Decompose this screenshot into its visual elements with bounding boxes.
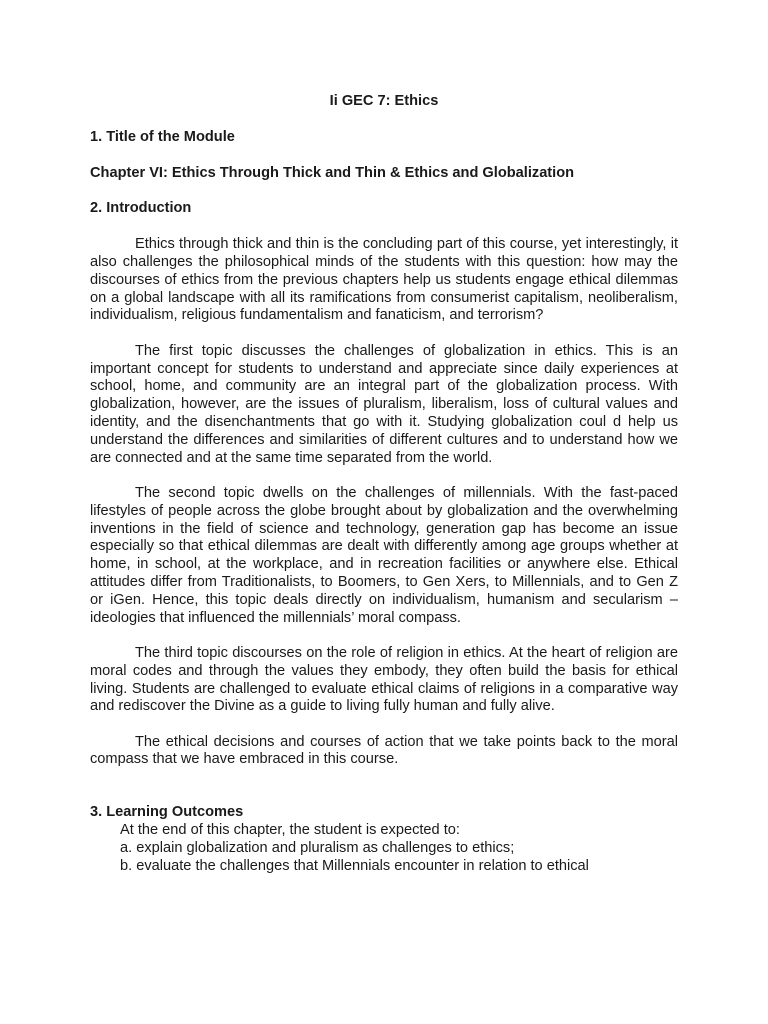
chapter-heading: Chapter VI: Ethics Through Thick and Thin & Ethics and Globalization [90,164,575,181]
closing-paragraph: The ethical decisions and courses of action that we take points back to the moral compass that we have embraced in this course. [90,733,678,768]
outcome-item-b: b. evaluate the challenges that Millennials encounter in relation to ethical [120,857,589,874]
first-topic-paragraph: The first topic discusses the challenges of globalization in ethics. This is an important concept for students to understand and appreciate since daily experiences at school, home, and community are an integral part of the globalization process. With globalization, however, are the issues of pluralism, liberalism, loss of cultural values and identity, and the disenchantments that go with it. Studying globalization coul d help us understand the differences and similarities of different cultures and to understand how we are connected and at the same time separated from the world. [90,342,678,466]
introduction-heading: 2. Introduction [90,200,192,217]
second-topic-paragraph: The second topic dwells on the challenges of millennials. With the fast-paced lifestyles of people across the globe brought about by globalization and the overwhelming inventions in the field of science and technology, generation gap has become an issue especially so that ethical dilemmas are dealt with differently among age groups whether at home, in school, at the workplace, and in recreation facilities or anywhere else. Ethical attitudes differ from Traditionalists, to Boomers, to Gen Xers, to Millennials, and to Gen Z or iGen. Hence, this topic deals directly on individualism, humanism and secularism – ideologies that influenced the millennials’ moral compass. [90,484,678,626]
intro-paragraph: Ethics through thick and thin is the concluding part of this course, yet interestingly, it also challenges the philosophical minds of the students with this question: how may the discourses of ethics from the previous chapters help us students engage ethical dilemmas on a global landscape with all its ramifications from consumerist capitalism, neoliberalism, individualism, religious fundamentalism and fanaticism, and terrorism? [90,236,678,324]
outcomes-intro: At the end of this chapter, the student is expected to: [120,822,460,839]
document-page [90,93,678,875]
outcome-item-a: a. explain globalization and pluralism as challenges to ethics; [120,839,515,856]
learning-outcomes-list [90,822,678,875]
module-title-heading: 1. Title of the Module [90,128,235,145]
document-title: Ii GEC 7: Ethics [329,93,439,109]
third-topic-paragraph: The third topic discourses on the role of religion in ethics. At the heart of religion are moral codes and through the values they embody, they often build the basis for ethical living. Students are challenged to evaluate ethical claims of religions in a comparative way and rediscover the Divine as a guide to living fully human and fully alive. [90,644,678,715]
learning-outcomes-heading: 3. Learning Outcomes [90,804,244,821]
